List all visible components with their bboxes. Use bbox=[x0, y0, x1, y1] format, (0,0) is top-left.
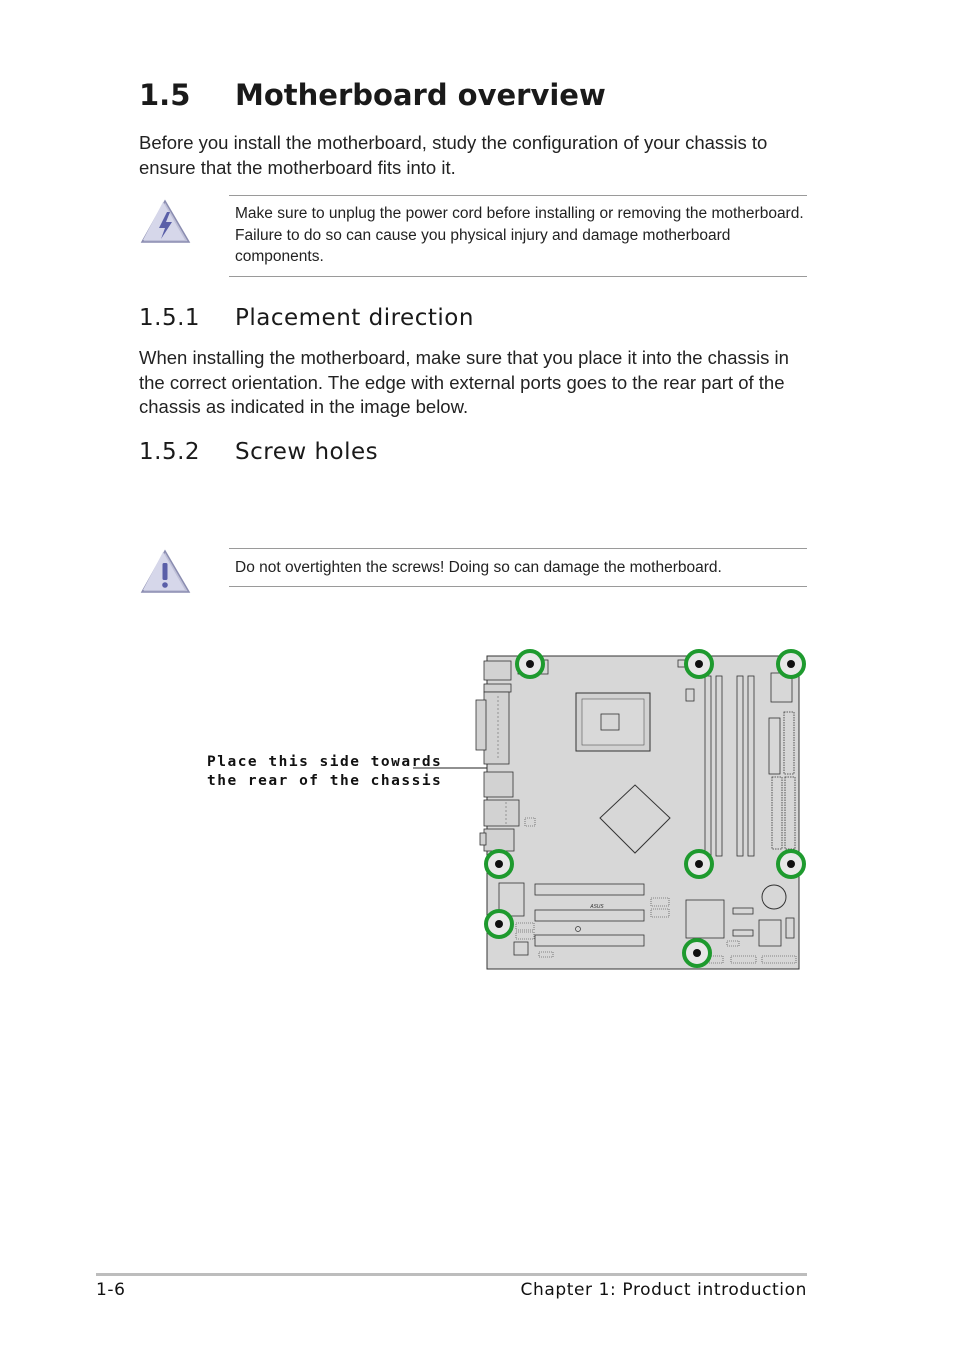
footer-rule bbox=[96, 1273, 807, 1276]
section-title: Motherboard overview bbox=[235, 78, 606, 112]
asus-logo: ASUS bbox=[590, 904, 604, 910]
screw-hole-middle-right bbox=[778, 851, 804, 877]
section-number: 1.5 bbox=[139, 78, 191, 112]
screw-hole-bottom-center bbox=[684, 940, 710, 966]
subsection-number-2: 1.5.2 bbox=[139, 439, 201, 465]
page-number: 1-6 bbox=[96, 1280, 126, 1300]
rear-label-line2: the rear of the chassis bbox=[207, 773, 443, 789]
caution-note-1 bbox=[229, 195, 807, 277]
subsection-heading-2 bbox=[139, 439, 378, 465]
screw-hole-center bbox=[686, 851, 712, 877]
caution-text-2: Do not overtighten the screws! Doing so can damage the motherboard. bbox=[235, 559, 722, 576]
chapter-title: Chapter 1: Product introduction bbox=[520, 1280, 807, 1300]
rear-label-line1: Place this side towards bbox=[207, 754, 443, 770]
section-heading bbox=[139, 78, 606, 112]
subsection-number-1: 1.5.1 bbox=[139, 305, 201, 331]
subsection-title-2: Screw holes bbox=[235, 439, 379, 465]
intro-paragraph: Before you install the motherboard, study the configuration of your chassis to ensure that the motherboard fits into it. bbox=[139, 132, 768, 178]
exclamation-warning-icon bbox=[139, 548, 191, 594]
screw-hole-top-left bbox=[517, 651, 543, 677]
caution-note-2 bbox=[229, 548, 807, 587]
placement-paragraph: When installing the motherboard, make sure that you place it into the chassis in the correct orientation. The edge with external ports goes to the rear part of the chassis as indicated in the image below. bbox=[139, 347, 789, 417]
subsection-title-1: Placement direction bbox=[235, 305, 474, 331]
screw-hole-top-middle bbox=[686, 651, 712, 677]
lightning-warning-icon bbox=[139, 198, 191, 244]
caution-text-1: Make sure to unplug the power cord before installing or removing the motherboard. Failure to do so can cause you physical injury and damage motherboard components. bbox=[235, 205, 804, 265]
screw-hole-bottom-left bbox=[486, 911, 512, 937]
screw-hole-middle-left bbox=[486, 851, 512, 877]
subsection-heading-1 bbox=[139, 305, 474, 331]
screw-hole-top-right bbox=[778, 651, 804, 677]
motherboard-diagram bbox=[410, 640, 810, 980]
